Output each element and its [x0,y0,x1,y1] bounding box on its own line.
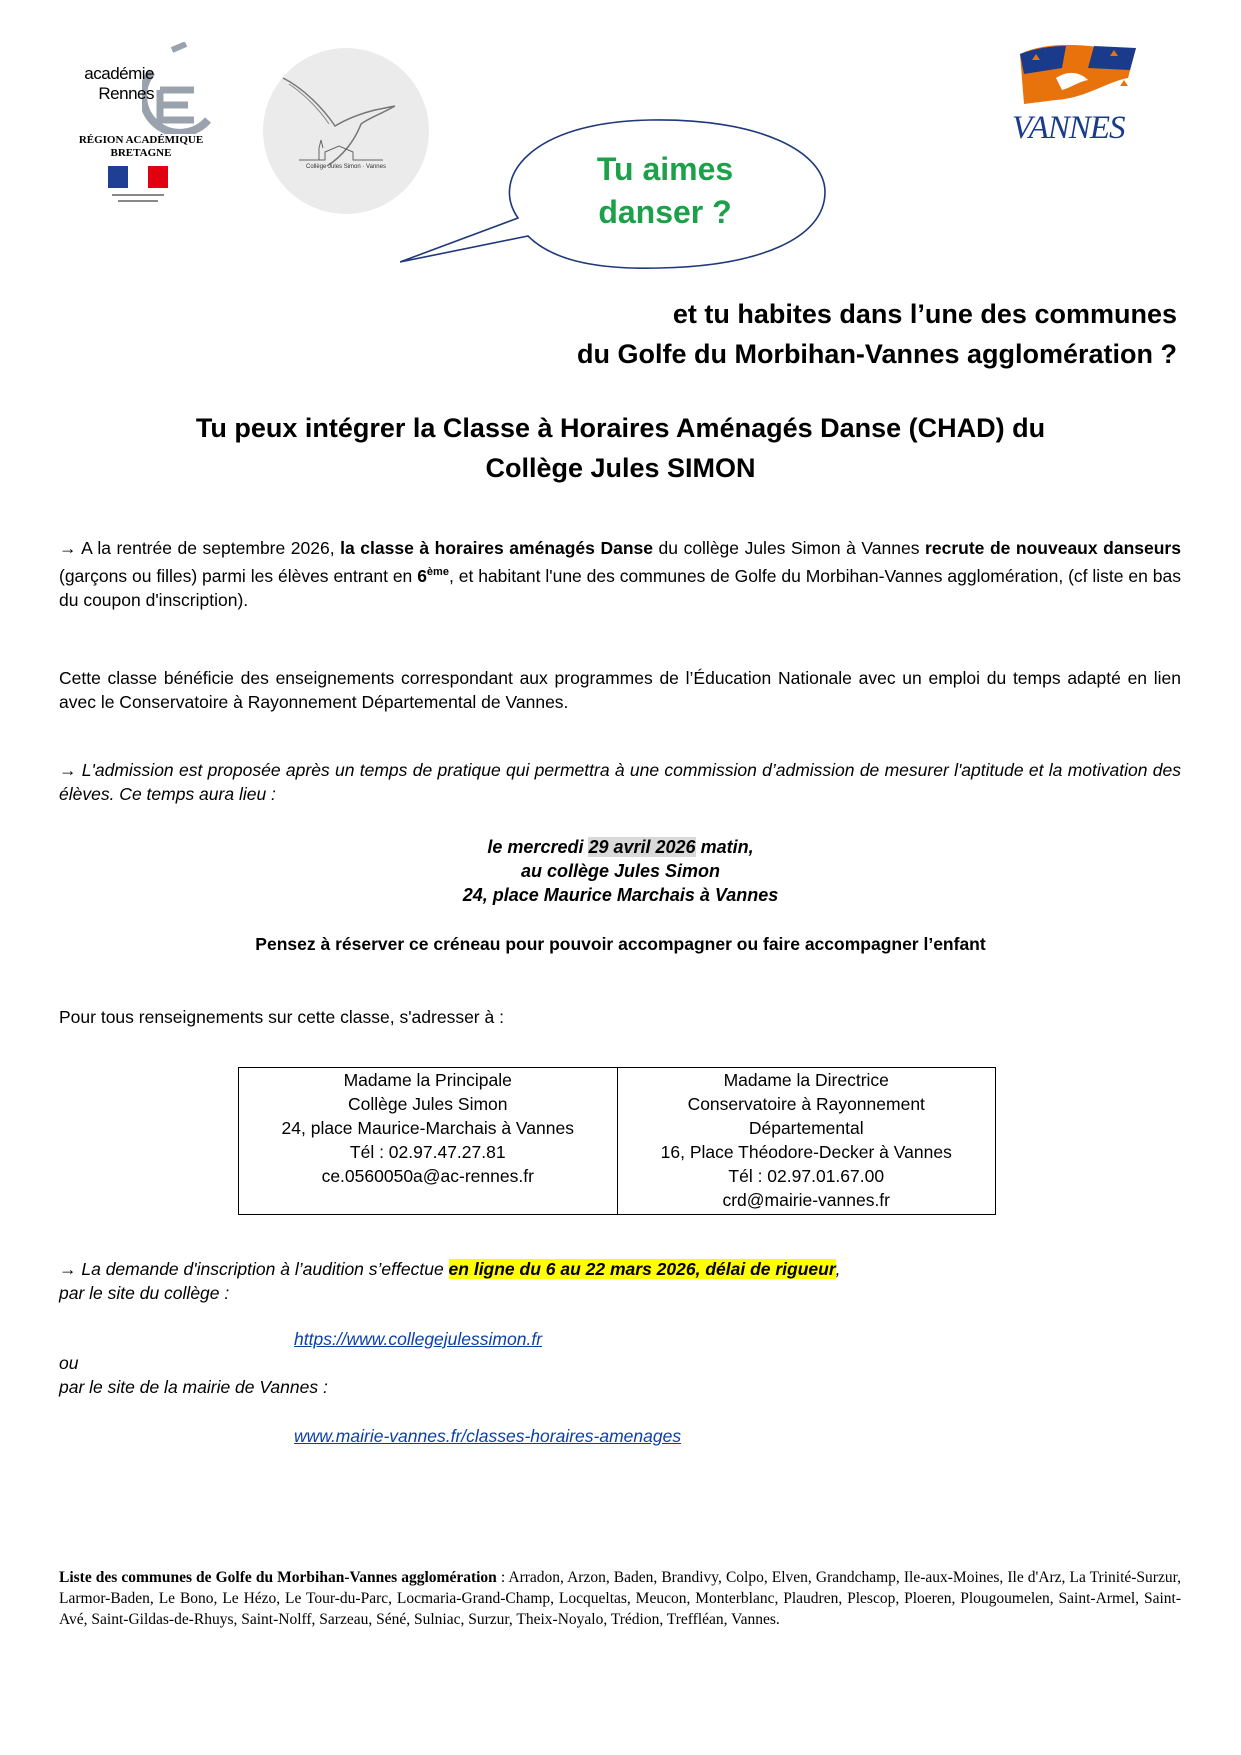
event-suffix: matin, [695,837,754,857]
admission-paragraph: → L'admission est proposée après un temps de pratique qui permettra à une commission d’admission de mesurer l'aptitude et la motivation des élèves. Ce temps aura lieu : [59,760,1181,804]
grade-number: 6 [417,565,427,586]
or-text: ou [59,1353,79,1373]
contact-email: crd@mairie-vannes.fr [722,1190,891,1210]
contact-line: Départemental [748,1118,864,1138]
contact-line: Madame la Principale [343,1070,512,1090]
program-paragraph: Cette classe bénéficie des enseignements correspondant aux programmes de l’Éducation Nationale avec un emploi du temps adapté en lien avec le Conservatoire à Rayonnement Départemental de Vannes. [59,668,1181,712]
college-website-link[interactable]: https://www.collegejulessimon.fr [294,1329,543,1349]
bubble-line1: Tu aimes [596,151,734,187]
event-date-line [60,835,1181,859]
recruitment-paragraph [59,536,1181,612]
page-title [60,408,1181,488]
intro-line1: et tu habites dans l’une des communes [672,299,1177,329]
contact-email: ce.0560050a@ac-rennes.fr [321,1166,534,1186]
intro-question [577,294,1177,374]
contact-phone: Tél : 02.97.47.27.81 [349,1142,506,1162]
mairie-site-label: par le site de la mairie de Vannes : [59,1377,328,1397]
region-line2: BRETAGNE [110,147,172,159]
contact-line: Collège Jules Simon [347,1094,508,1114]
text-run-bold: la classe à horaires aménagés Danse [340,538,653,558]
academie-name [84,64,154,104]
contact-line: Madame la Directrice [723,1070,889,1090]
text-run: → La demande d'inscription à l’audition s’effectue [59,1259,449,1279]
text-run: , et habitant l'une des communes de Golfe du Morbihan-Vannes agglomération, (cf liste en bas du coupon d'inscription). [59,565,1181,610]
contact-principale [239,1068,618,1215]
academie-line: académie [84,64,154,83]
title-line2: Collège Jules SIMON [485,453,756,483]
text-run: du collège Jules Simon à Vannes [652,538,926,558]
bubble-text [540,148,790,234]
region-line1: RÉGION ACADÉMIQUE [78,134,204,146]
contact-phone: Tél : 02.97.01.67.00 [728,1166,885,1186]
event-details [60,835,1181,907]
table-row [239,1068,996,1215]
event-address: 24, place Maurice Marchais à Vannes [462,885,779,905]
contact-directrice [617,1068,996,1215]
mairie-website-link[interactable]: www.mairie-vannes.fr/classes-horaires-amenages [294,1426,682,1446]
text-run: , [835,1259,841,1279]
vannes-wordmark: VANNES [1012,110,1125,146]
region-academique [66,134,216,160]
contact-line: Conservatoire à Rayonnement [687,1094,925,1114]
text-run-bold: recrute de nouveaux danseurs [925,538,1181,558]
text-run: → A la rentrée de septembre 2026, [59,538,341,558]
inscription-paragraph [59,1257,1181,1305]
contacts-table [238,1067,996,1215]
vannes-flag-icon [1016,38,1141,110]
event-place: au collège Jules Simon [520,861,721,881]
contact-line: 16, Place Théodore-Decker à Vannes [660,1142,952,1162]
college-caption: Collège Jules Simon · Vannes [306,164,386,170]
reserve-note: Pensez à réserver ce créneau pour pouvoir accompagner ou faire accompagner l’enfant [255,934,986,954]
grade-suffix: ème [426,566,449,578]
contact-line: 24, place Maurice-Marchais à Vannes [281,1118,574,1138]
republique-francaise-flag-icon [108,166,168,206]
inscription-line1 [59,1257,1181,1281]
communes-values: : Arradon, Arzon, Baden, Brandivy, Colpo, Elven, Grandchamp, Ile-aux-Moines, Ile d'Arz, La Trinité-Surzur, Larmor-Baden, Le Bono, Le Hézo, Le Tour-du-Parc, Locmaria-Grand-Champ, Locqueltas, Meucon, Monterblanc, Plaudren, Plescop, Ploeren, Plougoumelen, Saint-Armel, Saint-Avé, Saint-Gildas-de-Rhuys, Saint-Nolff, Sarzeau, Séné, Sulniac, Surzur, Theix-Noyalo, Trédion, Treffléan, Vannes. [59,1569,1181,1628]
inscription-deadline: en ligne du 6 au 22 mars 2026, délai de rigueur [448,1259,836,1279]
vannes-logo [1010,38,1145,148]
event-prefix: le mercredi [487,837,589,857]
communes-label: Liste des communes de Golfe du Morbihan-Vannes agglomération [59,1569,497,1586]
event-date: 29 avril 2026 [588,837,696,857]
communes-list [59,1567,1181,1630]
rennes-line: Rennes [98,84,154,103]
text-run: (garçons ou filles) parmi les élèves entrant en [59,565,418,586]
title-line1: Tu peux intégrer la Classe à Horaires Aménagés Danse (CHAD) du [195,413,1046,443]
inscription-line2: par le site du collège : [59,1283,230,1303]
academie-rennes-logo [66,36,226,211]
intro-line2: du Golfe du Morbihan-Vannes agglomération ? [576,339,1177,369]
contact-intro: Pour tous renseignements sur cette classe, s'adresser à : [59,1007,504,1027]
bubble-line2: danser ? [598,194,732,230]
